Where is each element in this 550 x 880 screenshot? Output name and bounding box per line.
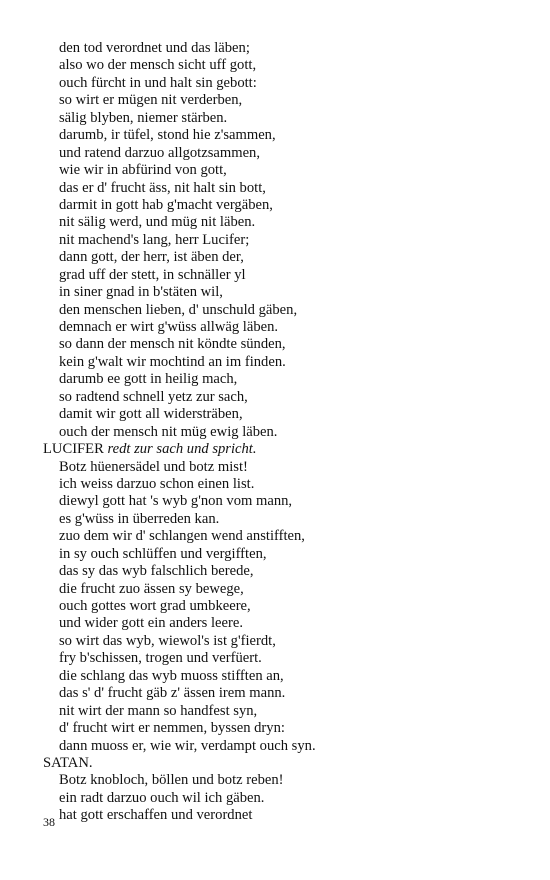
verse-line: darmit in gott hab g'macht vergäben, bbox=[59, 196, 273, 213]
verse-line: darumb ee gott in heilig mach, bbox=[59, 371, 238, 388]
speaker-heading bbox=[43, 755, 523, 772]
verse-line: dann muoss er, wie wir, verdampt ouch syn. bbox=[59, 737, 316, 754]
verse-line: die schlang das wyb muoss stifften an, bbox=[59, 667, 284, 684]
verse-line: grad uff der stett, in schnäller yl bbox=[59, 266, 246, 283]
verse-line: die frucht zuo ässen sy bewege, bbox=[59, 580, 244, 597]
verse-line: darumb, ir tüfel, stond hie z'sammen, bbox=[59, 127, 276, 144]
speaker-heading bbox=[43, 441, 523, 458]
verse-line: den tod verordnet und das läben; bbox=[59, 40, 250, 56]
page-number: 38 bbox=[43, 815, 55, 829]
verse-line: das er d' frucht äss, nit halt sin bott, bbox=[59, 179, 266, 196]
verse-line: ouch gottes wort grad umbkeere, bbox=[59, 598, 251, 614]
verse-line: nit wirt der mann so handfest syn, bbox=[59, 702, 258, 719]
verse-line: so wirt das wyb, wiewol's ist g'fierdt, bbox=[59, 632, 276, 649]
stage-direction: redt zur sach und spricht. bbox=[107, 441, 257, 458]
verse-line: nit sälig werd, und müg nit läben. bbox=[59, 214, 256, 231]
verse-line: ein radt darzuo ouch wil ich gäben. bbox=[59, 789, 265, 806]
speaker-name: SATAN. bbox=[43, 754, 93, 771]
verse-line: den menschen lieben, d' unschuld gäben, bbox=[59, 301, 298, 318]
verse-line: das sy das wyb falschlich berede, bbox=[59, 563, 254, 580]
verse-line: wie wir in abfürind von gott, bbox=[59, 162, 227, 179]
verse-line: und ratend darzuo allgotzsammen, bbox=[59, 144, 260, 161]
verse-line: so wirt er mügen nit verderben, bbox=[59, 92, 243, 109]
verse-line: diewyl gott hat 's wyb g'non vom mann, bbox=[59, 493, 293, 510]
verse-line: in siner gnad in b'stäten wil, bbox=[59, 284, 223, 301]
verse-line: zuo dem wir d' schlangen wend anstifften, bbox=[59, 528, 305, 545]
verse-line: kein g'walt wir mochtind an im finden. bbox=[59, 353, 286, 370]
verse-line: dann gott, der herr, ist äben der, bbox=[59, 249, 244, 266]
verse-line: hat gott erschaffen und verordnet bbox=[59, 807, 253, 824]
verse-line: und wider gott ein anders leere. bbox=[59, 615, 243, 632]
verse-line: ouch der mensch nit müg ewig läben. bbox=[59, 423, 278, 440]
verse-line: demnach er wirt g'wüss allwäg läben. bbox=[59, 319, 279, 335]
verse-line: sälig blyben, niemer stärben. bbox=[59, 109, 228, 126]
verse-line: es g'wüss in überreden kan. bbox=[59, 510, 220, 527]
verse-line: d' frucht wirt er nemmen, byssen dryn: bbox=[59, 720, 285, 737]
poem-text bbox=[43, 40, 523, 825]
verse-line: Botz hüenersädel und botz mist! bbox=[59, 458, 248, 475]
verse-line: das s' d' frucht gäb z' ässen irem mann. bbox=[59, 685, 286, 702]
verse-line: so radtend schnell yetz zur sach, bbox=[59, 388, 248, 405]
verse-line: ouch fürcht in und halt sin gebott: bbox=[59, 74, 257, 91]
verse-line: nit machend's lang, herr Lucifer; bbox=[59, 231, 250, 248]
verse-line: Botz knobloch, böllen und botz reben! bbox=[59, 772, 284, 789]
verse-line: in sy ouch schlüffen und vergifften, bbox=[59, 545, 267, 562]
verse-line: damit wir gott all widersträben, bbox=[59, 406, 243, 423]
verse-line: also wo der mensch sicht uff gott, bbox=[59, 57, 257, 74]
speaker-name: LUCIFER bbox=[43, 441, 104, 458]
verse-line: so dann der mensch nit köndte sünden, bbox=[59, 336, 286, 353]
verse-line: fry b'schissen, trogen und verfüert. bbox=[59, 650, 262, 667]
verse-line: ich weiss darzuo schon einen list. bbox=[59, 475, 255, 492]
